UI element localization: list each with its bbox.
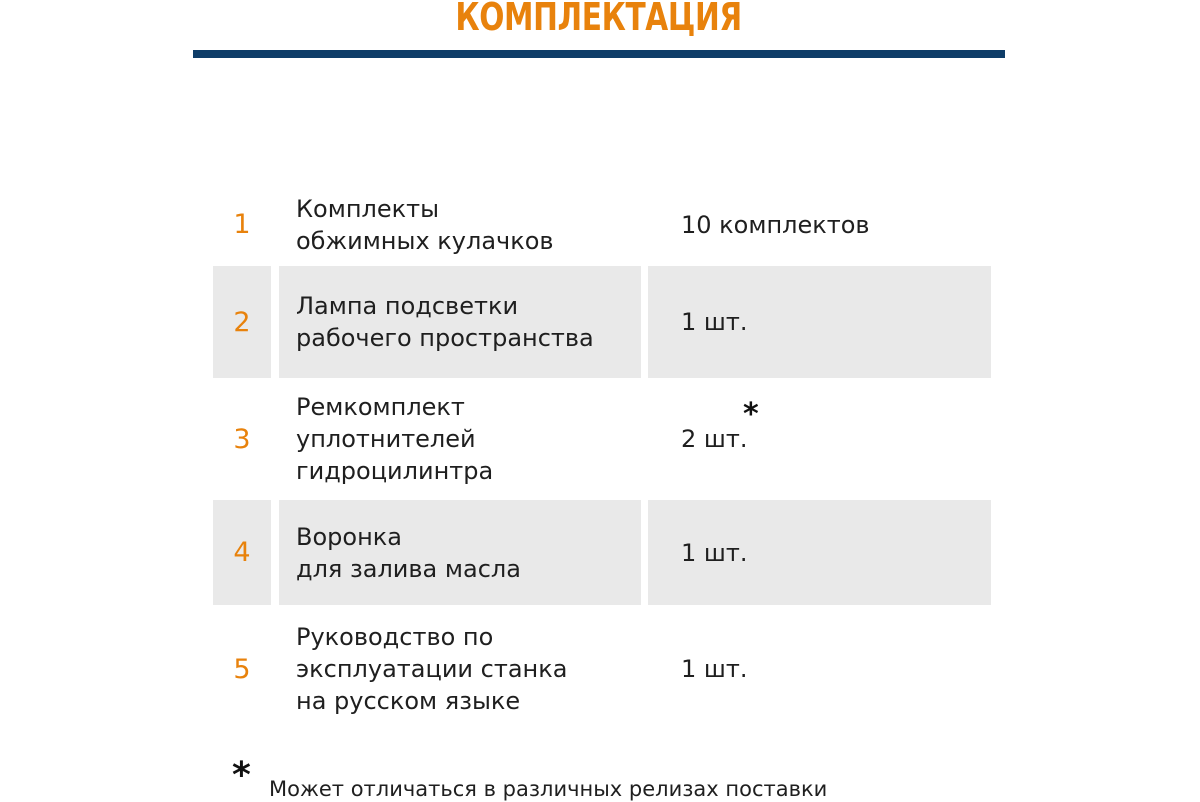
table-row <box>213 605 991 733</box>
row-number-cell <box>213 266 271 378</box>
row-number: 2 <box>233 306 251 338</box>
description-line: Комплекты <box>296 194 440 223</box>
description-line: Руководство по <box>296 623 494 651</box>
row-quantity-cell <box>648 605 991 733</box>
row-quantity: 1 шт. <box>681 538 748 567</box>
footnote-text: Может отличаться в различных релизах поставки <box>269 777 828 801</box>
description-line: Воронка <box>296 522 402 551</box>
asterisk-note-mark: * <box>743 397 759 432</box>
row-description-cell <box>279 605 641 733</box>
row-quantity: 10 комплектов <box>681 210 870 239</box>
page-title: КОМПЛЕКТАЦИЯ <box>455 0 743 39</box>
row-number: 1 <box>233 209 251 240</box>
title-divider <box>193 50 1005 58</box>
row-number-cell <box>213 605 271 733</box>
table-row <box>213 378 991 500</box>
row-number-cell <box>213 500 271 605</box>
row-quantity-cell <box>648 500 991 605</box>
footnote <box>232 755 1132 801</box>
description-line: уплотнителей <box>296 425 476 453</box>
row-description-cell <box>279 266 641 378</box>
row-description <box>296 391 493 487</box>
description-line: эксплуатации станка <box>296 655 568 683</box>
row-quantity: 1 шт. <box>681 308 748 336</box>
row-quantity: 2 шт. <box>681 425 748 453</box>
title-container <box>193 0 1005 40</box>
row-description <box>296 621 567 717</box>
description-line: рабочего пространства <box>296 324 594 352</box>
row-description-cell <box>279 500 641 605</box>
row-number: 4 <box>233 537 251 568</box>
row-description <box>296 290 594 354</box>
footnote-asterisk: * <box>232 755 251 796</box>
description-line: на русском языке <box>296 687 521 715</box>
row-number: 3 <box>233 423 251 455</box>
description-line: для залива масла <box>296 554 521 583</box>
row-number-cell <box>213 378 271 500</box>
description-line: Лампа подсветки <box>296 292 519 320</box>
row-quantity: 1 шт. <box>681 655 748 683</box>
row-description-cell <box>279 378 641 500</box>
row-number-cell <box>213 183 271 266</box>
row-description <box>296 521 521 585</box>
row-quantity-cell <box>648 378 991 500</box>
row-description-cell <box>279 183 641 266</box>
row-quantity-wrap <box>681 397 759 455</box>
row-number: 5 <box>233 653 251 685</box>
table-row <box>213 183 991 266</box>
row-description <box>296 193 554 257</box>
row-quantity-cell <box>648 183 991 266</box>
description-line: обжимных кулачков <box>296 226 554 255</box>
description-line: гидроцилинтра <box>296 457 494 485</box>
table-row <box>213 266 991 378</box>
table-row <box>213 500 991 605</box>
row-quantity-cell <box>648 266 991 378</box>
description-line: Ремкомплект <box>296 393 465 421</box>
